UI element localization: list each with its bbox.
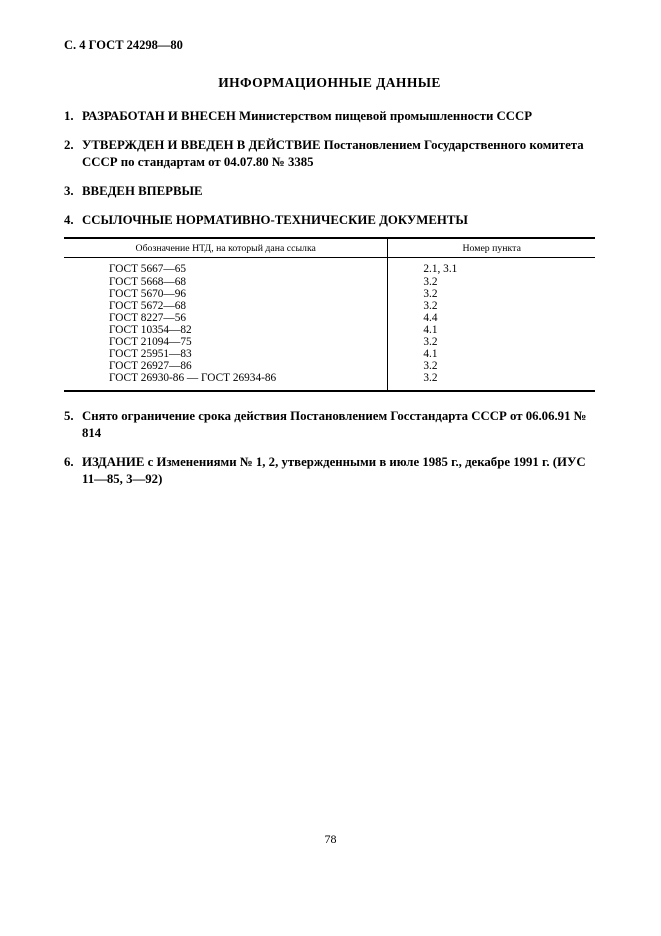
item-number: 3.: [64, 183, 74, 198]
column-header-punkt: Номер пункта: [388, 238, 595, 258]
ntd-cell: ГОСТ 8227—56: [64, 312, 388, 324]
list-item-5: [64, 408, 595, 442]
ntd-cell: ГОСТ 5672—68: [64, 300, 388, 312]
table-row: [64, 336, 595, 348]
ntd-cell: ГОСТ 25951—83: [64, 348, 388, 360]
item-number: 6.: [64, 455, 74, 470]
table-row: [64, 276, 595, 288]
section-title: ИНФОРМАЦИОННЫЕ ДАННЫЕ: [218, 75, 441, 90]
item-text: Снято ограничение срока действия Постановлением Госстандарта СССР от 06.06.91 № 814: [82, 409, 587, 441]
item-text: ВВЕДЕН ВПЕРВЫЕ: [82, 183, 203, 198]
punkt-cell: 3.2: [423, 360, 438, 373]
punkt-cell: 3.2: [423, 287, 438, 300]
item-number: 1.: [64, 109, 74, 123]
table-row: [64, 372, 595, 391]
punkt-cell: 3.2: [423, 275, 438, 288]
punkt-cell: 3.2: [423, 299, 438, 312]
ntd-cell: ГОСТ 5670—96: [64, 288, 388, 300]
item-number: 2.: [64, 137, 74, 152]
item-number: 4.: [64, 212, 74, 227]
ntd-cell: ГОСТ 26930-86 — ГОСТ 26934-86: [64, 372, 388, 391]
ntd-cell: ГОСТ 5667—65: [64, 258, 388, 276]
punkt-cell: 3.2: [423, 372, 438, 385]
list-item-1: [64, 108, 595, 125]
item-text: УТВЕРЖДЕН И ВВЕДЕН В ДЕЙСТВИЕ Постановлением Государственного комитета СССР по стандартам от 04.07.80 № 3385: [82, 137, 584, 169]
list-item-2: [64, 137, 595, 171]
table-row: [64, 312, 595, 324]
item-text: ИЗДАНИЕ с Изменениями № 1, 2, утвержденными в июле 1985 г., декабре 1991 г. (ИУС 11—85, 3—92): [82, 455, 586, 486]
page-number: 78: [324, 832, 337, 846]
table-row: [64, 300, 595, 312]
ntd-cell: ГОСТ 10354—82: [64, 324, 388, 336]
doc-header: С. 4 ГОСТ 24298—80: [64, 38, 183, 52]
table-row: [64, 324, 595, 336]
ntd-cell: ГОСТ 5668—68: [64, 276, 388, 288]
ntd-cell: ГОСТ 26927—86: [64, 360, 388, 372]
table-row: [64, 288, 595, 300]
punkt-cell: 2.1, 3.1: [423, 263, 458, 276]
punkt-cell: 4.1: [423, 323, 438, 336]
column-header-ntd: Обозначение НТД, на который дана ссылка: [64, 238, 388, 258]
table-row: [64, 348, 595, 360]
item-number: 5.: [64, 409, 74, 424]
list-item-6: [64, 454, 595, 488]
table-row: [64, 360, 595, 372]
list-item-4: [64, 212, 595, 229]
table-row: [64, 258, 595, 276]
punkt-cell: 3.2: [423, 335, 438, 348]
table-header-row: [64, 238, 595, 258]
list-item-3: [64, 183, 595, 200]
punkt-cell: 4.1: [423, 348, 438, 360]
ntd-cell: ГОСТ 21094—75: [64, 336, 388, 348]
item-text: РАЗРАБОТАН И ВНЕСЕН Министерством пищевой промышленности СССР: [82, 109, 533, 123]
punkt-cell: 4.4: [423, 311, 438, 324]
reference-table: [64, 237, 595, 392]
item-text: ССЫЛОЧНЫЕ НОРМАТИВНО-ТЕХНИЧЕСКИЕ ДОКУМЕНТЫ: [82, 212, 468, 227]
